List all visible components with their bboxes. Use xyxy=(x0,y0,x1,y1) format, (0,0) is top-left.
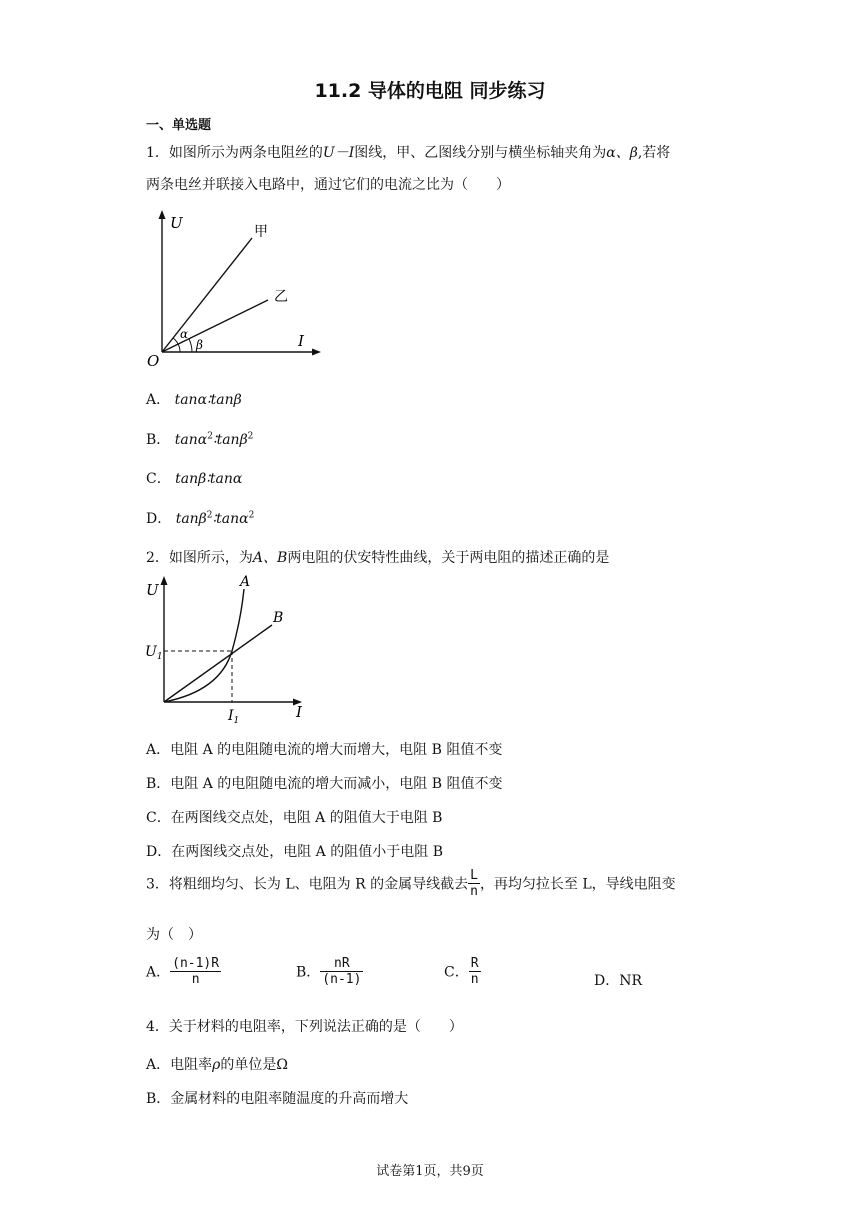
q2-stem: 2．如图所示，为A、B两电阻的伏安特性曲线，关于两电阻的描述正确的是 xyxy=(146,550,610,566)
q1-stem-line1: 1．如图所示为两条电阻丝的U－I图线，甲、乙图线分别与横坐标轴夹角为α、β,若将 xyxy=(146,145,671,161)
q2-x-axis-label: I xyxy=(296,703,302,721)
q1-figure xyxy=(140,206,330,372)
q1-origin-label: O xyxy=(147,352,160,370)
q3-option-c[interactable]: C． $\frac{R}{n}$ xyxy=(444,956,479,987)
page-title: 11.2 导体的电阻 同步练习 xyxy=(314,80,546,102)
q1-option-c[interactable]: C． tanβ∶tanα xyxy=(146,471,243,487)
q1-option-b[interactable]: B． tanα$^2$∶tanβ$^2$ xyxy=(146,431,254,448)
q2-option-a[interactable]: A．电阻 A 的电阻随电流的增大而增大，电阻 B 阻值不变 xyxy=(146,742,503,758)
q2-option-c[interactable]: C．在两图线交点处，电阻 A 的阻值大于电阻 B xyxy=(146,810,443,826)
q3-option-a[interactable]: A． $\frac{(n-1)R}{n}$ xyxy=(146,956,220,987)
q1-option-d[interactable]: D． tanβ$^2$∶tanα$^2$ xyxy=(146,510,255,527)
q1-angle-beta-label: β xyxy=(196,338,203,352)
q2-option-d[interactable]: D．在两图线交点处，电阻 A 的阻值小于电阻 B xyxy=(146,844,443,860)
q1-line-b-label: 乙 xyxy=(274,289,288,305)
q3-option-d[interactable]: D．NR xyxy=(594,973,643,989)
q2-i1-label: $I_1$ xyxy=(228,708,240,726)
q2-line-b-label: B xyxy=(273,610,284,626)
q3-stem-line1: 3．将粗细均匀、长为 L、电阻为 R 的金属导线截去 $\frac{L}{n}$ ，再均匀拉长至 L，导线电阻变 xyxy=(146,868,676,899)
q3-stem-line2: 为（ ） xyxy=(146,927,202,943)
q2-y-axis-label: U xyxy=(146,581,159,599)
q3-fraction: $\frac{L}{n}$ xyxy=(470,868,478,899)
q1-stem-line2: 两条电丝并联接入电路中，通过它们的电流之比为（ ） xyxy=(146,177,510,193)
q3-option-b[interactable]: B． $\frac{nR}{(n-1)}$ xyxy=(296,956,362,987)
q1-x-axis-label: I xyxy=(298,332,304,350)
q1-option-a[interactable]: A． tanα∶tanβ xyxy=(146,392,242,408)
section-heading: 一、单选题 xyxy=(146,118,212,133)
q2-curve-a-label: A xyxy=(240,574,251,590)
q2-figure xyxy=(140,571,320,731)
q1-line-a-label: 甲 xyxy=(254,224,268,240)
q2-option-b[interactable]: B．电阻 A 的电阻随电流的增大而减小，电阻 B 阻值不变 xyxy=(146,776,503,792)
page-footer: 试卷第1页，共9页 xyxy=(376,1164,484,1179)
q1-angle-alpha-label: α xyxy=(180,327,189,341)
q4-stem: 4．关于材料的电阻率，下列说法正确的是（ ） xyxy=(146,1019,463,1035)
q2-u1-label: $U_1$ xyxy=(145,644,163,662)
q4-option-b[interactable]: B．金属材料的电阻率随温度的升高而增大 xyxy=(146,1091,409,1107)
q1-y-axis-label: U xyxy=(170,214,183,232)
q4-option-a[interactable]: A．电阻率ρ的单位是Ω xyxy=(146,1057,288,1073)
